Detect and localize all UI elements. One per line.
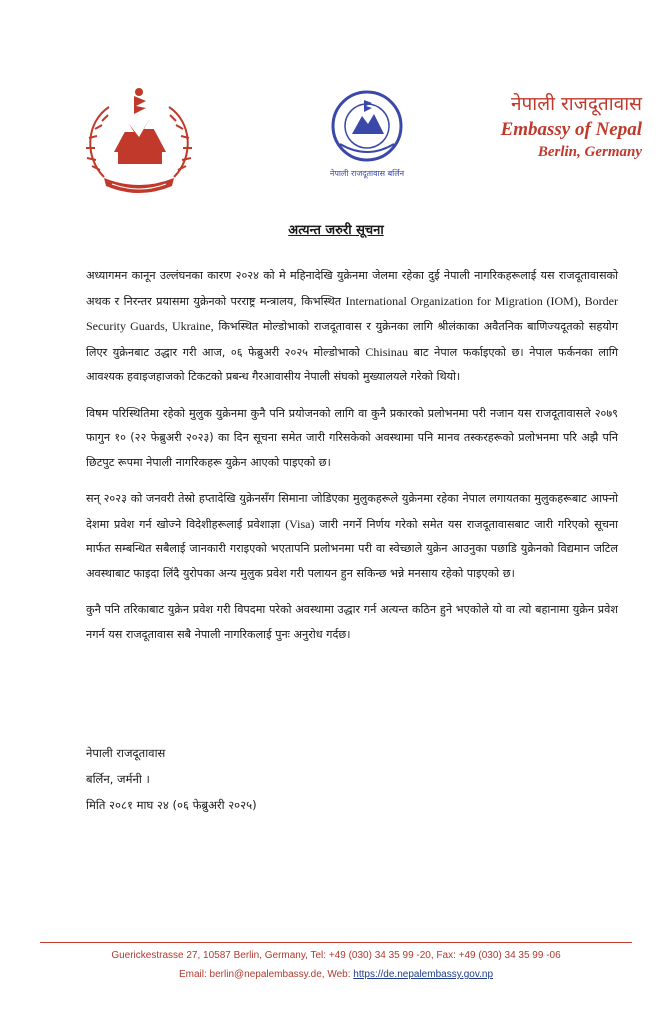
footer-address: Guerickestrasse 27, 10587 Berlin, Germany, Tel: +49 (030) 34 35 99 -20, Fax: +49 (030) 34 35 99 -06 (111, 950, 561, 961)
paragraph-1-latin-1: International Organization for Migration (IOM), Border Security Guards, Ukraine, (86, 293, 618, 333)
nepal-coat-of-arms-icon (74, 82, 204, 200)
embassy-name-english: Embassy of Nepal (500, 119, 642, 140)
paragraph-2: विषम परिस्थितिमा रहेको मुलुक युक्रेनमा कुनै पनि प्रयोजनको लागि वा कुनै प्रकारको प्रलोभनमा परी नजान यस राजदूतावासले २०७९ फागुन १० (२२ फेब्रुअरी २०२३) का दिन सूचना समेत जारी गरिसकेको अवस्थामा पनि मानव तस्करहरूको प्रलोभनमा परि अझै पनि छिटपुट रूपमा नेपाली नागरिकहरू युक्रेन आएको पाइएको छ। (86, 406, 618, 469)
paragraph-3-latin-1: (Visa) (285, 516, 315, 531)
footer-email: Email: berlin@nepalembassy.de, Web: (178, 969, 354, 980)
signature-line-2: बर्लिन, जर्मनी । (86, 772, 150, 786)
seal-text: नेपाली राजदूतावास बर्लिन (329, 169, 405, 178)
paragraph-4: कुनै पनि तरिकाबाट युक्रेन प्रवेश गरी विपदमा परेको अवस्थामा उद्धार गर्न अत्यन्त कठिन हुने भएकोले यो वा त्यो बहानामा युक्रेन प्रवेश नगर्न यस राजदूतावास सबै नेपाली नागरिकलाई पुनः अनुरोध गर्दछ। (86, 603, 618, 641)
notice-title: अत्यन्त जरुरी सूचना (288, 223, 384, 238)
signature-date: मिति २०८१ माघ २४ (०६ फेब्रुअरी २०२५) (86, 798, 257, 812)
footer-divider (40, 942, 632, 943)
paragraph-1 (86, 264, 618, 390)
footer-contact (0, 969, 672, 980)
paragraph-1-part-1: अध्यागमन कानून उल्लंघनका कारण २०२४ को मे महिनादेखि युक्रेनमा जेलमा रहेका दुई नेपाली नागरिकहरूलाई यस राजदूतावासको अथक र निरन्तर प्रयासमा युक्रेनको परराष्ट्र मन्त्रालय, किभस्थित (86, 269, 618, 308)
embassy-seal-icon (328, 86, 406, 182)
letterhead (501, 92, 642, 162)
paragraph-3 (86, 487, 618, 586)
paragraph-1-latin-2: Chisinau (365, 344, 409, 359)
footer-website-link[interactable]: https://de.nepalembassy.gov.np (353, 969, 494, 980)
signature-line-1: नेपाली राजदूतावास (86, 746, 166, 760)
notice-body (86, 264, 618, 659)
embassy-location: Berlin, Germany (537, 144, 642, 160)
embassy-name-nepali: नेपाली राजदूतावास (510, 93, 642, 115)
signature-block (86, 740, 257, 818)
paragraph-3-part-1: सन् २०२३ को जनवरी तेस्रो हप्तादेखि युक्रेनसँग सिमाना जोडिएका मुलुकहरूले युक्रेनमा रहेका नेपाल लगायतका मुलुकहरूबाट आफ्नो देशमा प्रवेश गर्न खोज्ने विदेशीहरूलाई प्रवेशाज्ञा (86, 492, 618, 531)
paragraph-1-part-3: बाट नेपाल फर्काइएको छ। नेपाल फर्कनका लागि आवश्यक हवाइजहाजको टिकटको प्रबन्ध गैरआवासीय नेपाली संघको मुख्यालयले गरेको थियो। (86, 345, 619, 383)
paragraph-1-part-2: किभस्थित मोल्डोभाको राजदूतावास र युक्रेनका लागि श्रीलंकाका अवैतनिक बाणिज्यदूतको सहयोग लिएर युक्रेनबाट उद्धार गरी आज, ०६ फेब्रुअरी २०२५ मोल्डोभाको (86, 320, 619, 359)
paragraph-3-part-2: जारी नगर्ने निर्णय गरेको समेत यस राजदूतावासबाट जारी गरिएको सूचना मार्फत सम्बन्धित सबैलाई जानकारी गराइएको भएतापनि प्रलोभनमा परी वा स्वेच्छाले युक्रेन आउनुका पछाडि युक्रेनको विद्यमान जटिल अवस्थाबाट फाइदा लिंदै युरोपका अन्य मुलुक प्रवेश गरी पलायन हुन सकिन्छ भन्ने मनसाय रहेको पाइएको छ। (86, 517, 618, 580)
